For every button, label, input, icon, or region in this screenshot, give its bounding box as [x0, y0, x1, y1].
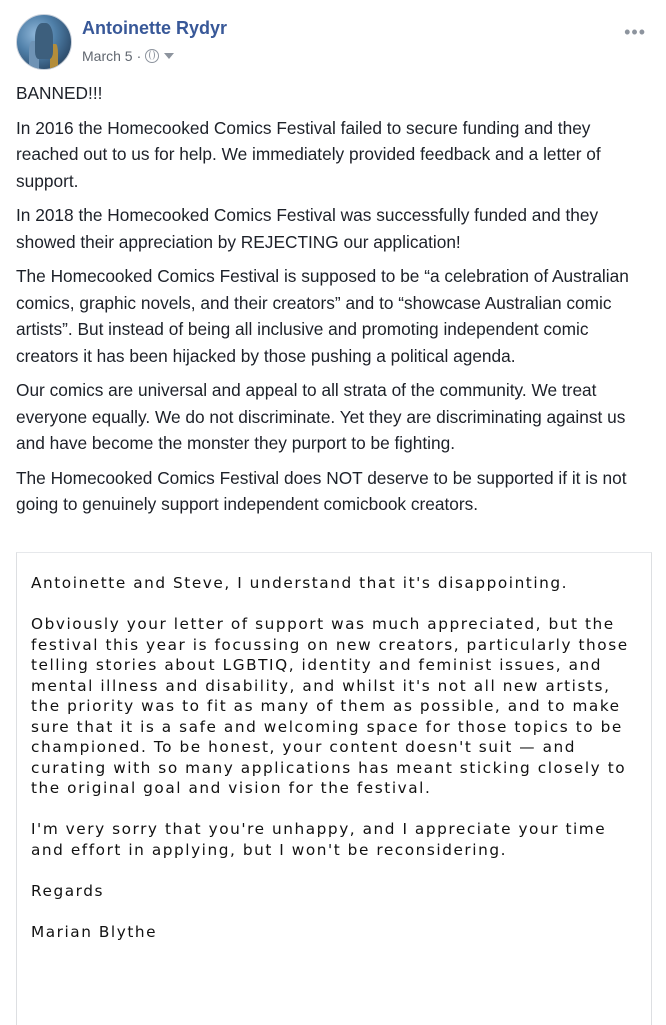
post-paragraph: In 2016 the Homecooked Comics Festival failed to secure funding and they reached out to us for help. We immediately provided feedback and a letter of support.	[16, 117, 601, 191]
quote-paragraph: Obviously your letter of support was much appreciated, but the festival this year is focussing on new creators, particularly those telling stories about LGBTIQ, identity and feminist issues, and mental illness and disability, and whilst it's not all new artists, the priority was to fit as many of them as possible, and to make sure that it is a safe and welcoming space for those topics to be championed. To be honest, your content doesn't suit — and curating with so many applications has meant sticking closely to the original goal and vision for the festival.	[31, 615, 629, 797]
post-date[interactable]: March 5	[82, 48, 133, 64]
quote-greeting: Antoinette and Steve, I understand that it's disappointing.	[31, 574, 569, 592]
post-paragraph: The Homecooked Comics Festival is supposed to be “a celebration of Australian comics, graphic novels, and their creators” and to “showcase Australian comic artists”. But instead of being all inclusive and promoting independent comic creators it has been hijacked by those pushing a political agenda.	[16, 266, 629, 366]
quote-signature: Marian Blythe	[31, 922, 158, 941]
post-paragraph: In 2018 the Homecooked Comics Festival was successfully funded and they showed their appreciation by REJECTING our application!	[16, 205, 599, 252]
post-header	[16, 14, 656, 70]
audience-dropdown-icon[interactable]	[164, 53, 174, 59]
quote-paragraph: I'm very sorry that you're unhappy, and I appreciate your time and effort in applying, but I won't be reconsidering.	[31, 820, 607, 859]
post-paragraph: BANNED!!!	[16, 83, 103, 103]
quoted-message-screenshot	[16, 552, 652, 1025]
post-paragraph: Our comics are universal and appeal to all strata of the community. We treat everyone equally. We do not discriminate. Yet they are discriminating against us and have become the monster they purport to be fighting.	[16, 380, 626, 453]
post-meta: March 5 ·	[82, 48, 174, 64]
more-options-icon[interactable]: •••	[624, 22, 646, 42]
quoted-message-text	[31, 573, 643, 963]
quote-signoff: Regards	[31, 881, 104, 900]
globe-icon	[145, 49, 159, 63]
post-paragraph: The Homecooked Comics Festival does NOT deserve to be supported if it is not going to genuinely support independent comicbook creators.	[16, 467, 627, 514]
author-avatar[interactable]	[16, 14, 72, 70]
post-body	[16, 80, 650, 526]
author-name[interactable]: Antoinette Rydyr	[82, 18, 228, 38]
